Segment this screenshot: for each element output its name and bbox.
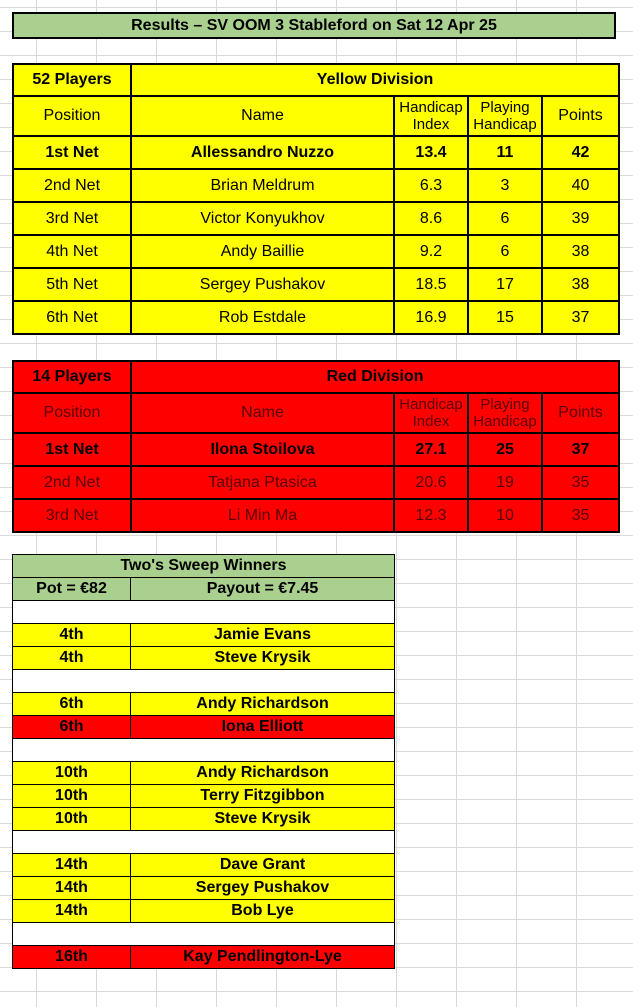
playing-cell: 6 (468, 235, 542, 268)
index-cell: 20.6 (394, 466, 468, 499)
position-cell: 2nd Net (13, 169, 131, 202)
yellow-column-headers (13, 96, 619, 136)
col-name: Name (131, 393, 394, 433)
red-header-row (13, 361, 619, 393)
hole-cell: 4th (13, 624, 131, 647)
red-division-table (12, 360, 620, 533)
name-cell: Andy Baillie (131, 235, 394, 268)
name-cell: Brian Meldrum (131, 169, 394, 202)
table-row (13, 301, 619, 334)
playing-cell: 15 (468, 301, 542, 334)
winner-cell: Kay Pendlington-Lye (131, 946, 395, 969)
sweep-title: Two's Sweep Winners (13, 555, 395, 578)
list-item (13, 647, 395, 670)
hole-cell: 10th (13, 762, 131, 785)
table-row (13, 169, 619, 202)
index-cell: 16.9 (394, 301, 468, 334)
list-item (13, 946, 395, 969)
table-row (13, 499, 619, 532)
list-item (13, 808, 395, 831)
winner-cell: Steve Krysik (131, 808, 395, 831)
sweep-pot: Pot = €82 (13, 578, 131, 601)
playing-cell: 3 (468, 169, 542, 202)
hole-cell: 10th (13, 785, 131, 808)
list-item (13, 716, 395, 739)
yellow-division-title: Yellow Division (131, 64, 619, 96)
winner-cell: Dave Grant (131, 854, 395, 877)
hole-cell: 14th (13, 854, 131, 877)
col-handicap-index: Handicap Index (394, 393, 468, 433)
spacer-row (13, 739, 395, 762)
index-cell: 27.1 (394, 433, 468, 466)
list-item (13, 693, 395, 716)
list-item (13, 854, 395, 877)
col-name: Name (131, 96, 394, 136)
index-cell: 13.4 (394, 136, 468, 169)
table-row (13, 202, 619, 235)
table-row (13, 136, 619, 169)
winner-cell: Andy Richardson (131, 762, 395, 785)
name-cell: Tatjana Ptasica (131, 466, 394, 499)
list-item (13, 785, 395, 808)
col-position: Position (13, 393, 131, 433)
hole-cell: 14th (13, 877, 131, 900)
points-cell: 38 (542, 235, 619, 268)
points-cell: 37 (542, 301, 619, 334)
position-cell: 3rd Net (13, 202, 131, 235)
sweep-title-row (13, 555, 395, 578)
points-cell: 37 (542, 433, 619, 466)
position-cell: 1st Net (13, 136, 131, 169)
position-cell: 1st Net (13, 433, 131, 466)
empty-cell (13, 831, 395, 854)
playing-cell: 6 (468, 202, 542, 235)
list-item (13, 877, 395, 900)
col-points: Points (542, 393, 619, 433)
results-title: Results – SV OOM 3 Stableford on Sat 12 Apr 25 (12, 12, 616, 39)
points-cell: 39 (542, 202, 619, 235)
playing-cell: 11 (468, 136, 542, 169)
index-cell: 18.5 (394, 268, 468, 301)
position-cell: 5th Net (13, 268, 131, 301)
yellow-player-count: 52 Players (13, 64, 131, 96)
points-cell: 40 (542, 169, 619, 202)
points-cell: 35 (542, 466, 619, 499)
col-handicap-index: Handicap Index (394, 96, 468, 136)
hole-cell: 4th (13, 647, 131, 670)
index-cell: 8.6 (394, 202, 468, 235)
winner-cell: Steve Krysik (131, 647, 395, 670)
playing-cell: 19 (468, 466, 542, 499)
sweep-payout: Payout = €7.45 (131, 578, 395, 601)
table-row (13, 268, 619, 301)
hole-cell: 6th (13, 693, 131, 716)
points-cell: 38 (542, 268, 619, 301)
list-item (13, 624, 395, 647)
points-cell: 35 (542, 499, 619, 532)
spacer-row (13, 601, 395, 624)
name-cell: Ilona Stoilova (131, 433, 394, 466)
yellow-division-table (12, 63, 620, 335)
sweep-pot-row (13, 578, 395, 601)
playing-cell: 10 (468, 499, 542, 532)
position-cell: 6th Net (13, 301, 131, 334)
table-row (13, 433, 619, 466)
list-item (13, 762, 395, 785)
hole-cell: 10th (13, 808, 131, 831)
table-row (13, 466, 619, 499)
index-cell: 6.3 (394, 169, 468, 202)
position-cell: 2nd Net (13, 466, 131, 499)
points-cell: 42 (542, 136, 619, 169)
empty-cell (13, 923, 395, 946)
red-division-title: Red Division (131, 361, 619, 393)
red-player-count: 14 Players (13, 361, 131, 393)
list-item (13, 900, 395, 923)
winner-cell: Andy Richardson (131, 693, 395, 716)
col-playing-handicap: Playing Handicap (468, 393, 542, 433)
winner-cell: Jamie Evans (131, 624, 395, 647)
yellow-header-row (13, 64, 619, 96)
winner-cell: Bob Lye (131, 900, 395, 923)
col-playing-handicap: Playing Handicap (468, 96, 542, 136)
red-column-headers (13, 393, 619, 433)
index-cell: 9.2 (394, 235, 468, 268)
spacer-row (13, 831, 395, 854)
name-cell: Rob Estdale (131, 301, 394, 334)
hole-cell: 14th (13, 900, 131, 923)
winner-cell: Sergey Pushakov (131, 877, 395, 900)
position-cell: 3rd Net (13, 499, 131, 532)
position-cell: 4th Net (13, 235, 131, 268)
empty-cell (13, 670, 395, 693)
winner-cell: Terry Fitzgibbon (131, 785, 395, 808)
col-points: Points (542, 96, 619, 136)
table-row (13, 235, 619, 268)
name-cell: Li Min Ma (131, 499, 394, 532)
playing-cell: 17 (468, 268, 542, 301)
hole-cell: 6th (13, 716, 131, 739)
winner-cell: Iona Elliott (131, 716, 395, 739)
empty-cell (13, 601, 395, 624)
playing-cell: 25 (468, 433, 542, 466)
spacer-row (13, 923, 395, 946)
empty-cell (13, 739, 395, 762)
hole-cell: 16th (13, 946, 131, 969)
name-cell: Sergey Pushakov (131, 268, 394, 301)
index-cell: 12.3 (394, 499, 468, 532)
name-cell: Allessandro Nuzzo (131, 136, 394, 169)
twos-sweep-table (12, 554, 395, 969)
name-cell: Victor Konyukhov (131, 202, 394, 235)
spacer-row (13, 670, 395, 693)
col-position: Position (13, 96, 131, 136)
